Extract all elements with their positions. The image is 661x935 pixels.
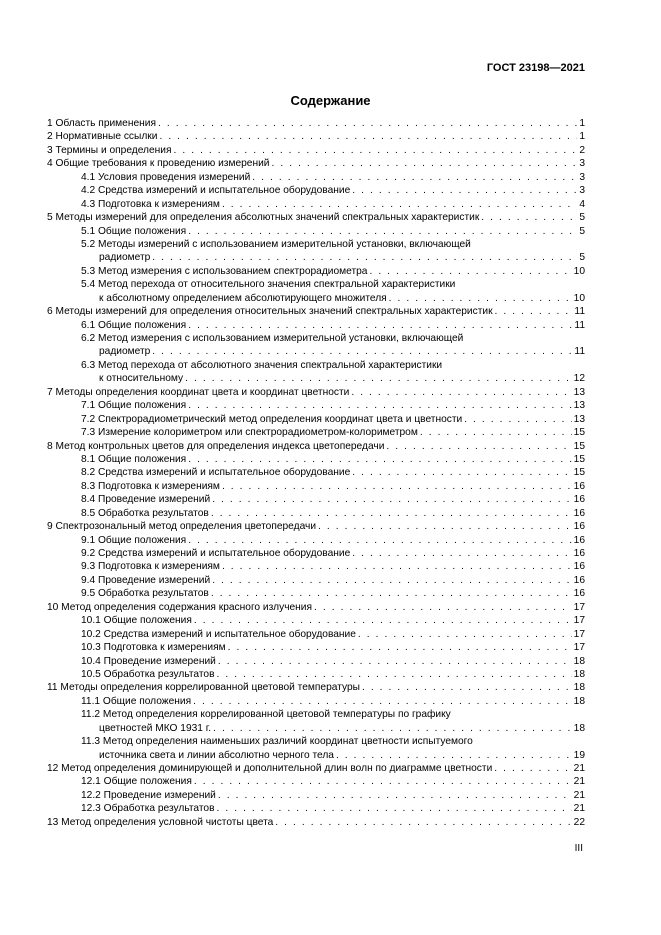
toc-entry — [47, 614, 585, 627]
toc-entry — [47, 520, 585, 533]
toc-page-number: 1 — [579, 118, 585, 129]
toc-page-number: 11 — [574, 306, 585, 318]
toc-entry — [47, 507, 585, 520]
toc-entry-text: 12.3 Обработка результатов — [81, 803, 215, 815]
dot-leader — [211, 507, 572, 520]
toc-entry — [47, 359, 585, 386]
toc-entry — [47, 198, 585, 211]
dot-leader — [188, 319, 572, 332]
toc-entry-text: 7.3 Измерение колориметром или спектрорадиометром-колориметром — [81, 427, 418, 439]
toc-page-number: 13 — [573, 400, 585, 412]
toc-entry — [47, 238, 585, 265]
toc-entry-text: 8.2 Средства измерений и испытательное оборудование — [81, 467, 351, 479]
dot-leader — [222, 480, 572, 493]
toc-page-number: 5 — [579, 225, 585, 237]
toc-page-number: 3 — [579, 171, 585, 183]
toc-entry-text: к абсолютному определением абсолютирующего множителя — [99, 292, 387, 304]
toc-entry — [47, 466, 585, 479]
dot-leader — [336, 749, 572, 762]
dot-leader — [216, 802, 571, 815]
dot-leader — [358, 628, 572, 641]
toc-page-number: 17 — [573, 615, 585, 627]
toc-page-number: 17 — [573, 628, 585, 640]
dot-leader — [228, 641, 572, 654]
toc-entry-text: 8.5 Обработка результатов — [81, 507, 209, 519]
toc-entry — [47, 399, 585, 412]
dot-leader — [362, 681, 572, 694]
toc-entry-text: радиометр — [99, 252, 151, 264]
toc-entry — [47, 440, 585, 453]
toc-entry — [47, 157, 585, 170]
toc-entry — [47, 655, 585, 668]
toc-entry — [47, 493, 585, 506]
toc-entry — [47, 332, 585, 359]
toc-page-number: 16 — [573, 574, 585, 586]
toc-entry-text: 8.3 Подготовка к измерениям — [81, 480, 220, 492]
toc-entry-text: 9.2 Средства измерений и испытательное оборудование — [81, 548, 351, 559]
toc-page-number: 10 — [573, 265, 585, 277]
dot-leader — [212, 574, 571, 587]
toc-entry-text: 12.1 Общие положения — [81, 776, 192, 788]
toc-page-number: 16 — [573, 534, 585, 546]
toc-entry-text: 4.3 Подготовка к измерениям — [81, 198, 220, 210]
dot-leader — [420, 426, 572, 439]
toc-entry-text: 1 Область применения — [47, 118, 156, 129]
toc-entry — [47, 560, 585, 573]
toc-entry — [47, 278, 585, 305]
dot-leader — [188, 399, 571, 412]
toc-entry-text: к относительному — [99, 373, 184, 385]
toc-page-number: 15 — [573, 453, 585, 465]
dot-leader — [188, 453, 571, 466]
toc-entry-text: 7.1 Общие положения — [81, 400, 187, 412]
toc-entry-text: 5.3 Метод измерения с использованием спектрорадиометра — [81, 265, 368, 277]
dot-leader — [152, 251, 577, 264]
dot-leader — [314, 601, 572, 614]
toc-entry-text: 10.2 Средства измерений и испытательное оборудование — [81, 628, 356, 640]
toc-entry — [47, 211, 585, 224]
toc-page-number: 3 — [579, 185, 585, 197]
toc-entry-text: 8 Метод контрольных цветов для определения индекса цветопередачи — [47, 440, 385, 452]
dot-leader — [389, 292, 572, 305]
toc-entry — [47, 265, 585, 278]
dot-leader — [211, 587, 572, 600]
toc-page-number: 5 — [579, 212, 585, 224]
toc-entry-text: 5 Методы измерений для определения абсолютных значений спектральных характеристик — [47, 212, 480, 224]
toc-entry-text: 6 Методы измерений для определения относительных значений спектральных характеристик — [47, 306, 493, 318]
toc-page-number: 15 — [573, 427, 585, 439]
toc-entry — [47, 668, 585, 681]
toc-entry — [47, 601, 585, 614]
toc-page-number: 18 — [573, 695, 585, 707]
toc-entry-text: 10.3 Подготовка к измерениям — [81, 642, 226, 654]
toc-page-number: 13 — [573, 413, 585, 425]
toc-entry-text: 8.4 Проведение измерений — [81, 494, 211, 506]
dot-leader — [271, 157, 577, 170]
toc-page-number: 16 — [573, 561, 585, 573]
dot-leader — [213, 722, 572, 735]
toc-entry — [47, 547, 585, 560]
dot-leader — [212, 493, 571, 506]
toc-entry — [47, 413, 585, 426]
toc-page-number: 16 — [573, 507, 585, 519]
dot-leader — [194, 775, 572, 788]
toc-page-number: 19 — [573, 749, 585, 761]
toc-page-number: 12 — [573, 373, 585, 385]
toc-entry — [47, 789, 585, 802]
toc-page-number: 13 — [573, 386, 585, 398]
toc-entry-text: 4.2 Средства измерений и испытательное оборудование — [81, 185, 351, 197]
toc-page-number: 16 — [573, 521, 585, 533]
dot-leader — [188, 534, 571, 547]
toc-entry — [47, 681, 585, 694]
toc-entry-text: 10 Метод определения содержания красного излучения — [47, 601, 313, 613]
toc-title: Содержание — [290, 93, 371, 108]
toc-page-number: 21 — [573, 763, 585, 774]
toc-entry-text: источника света и линии абсолютно черного тела — [99, 749, 334, 761]
toc-entry — [47, 695, 585, 708]
toc-page-number: 1 — [579, 131, 585, 143]
toc-entry-text: 12.2 Проведение измерений — [81, 789, 216, 801]
toc-entry-text: 3 Термины и определения — [47, 144, 172, 156]
toc-entry-text: 2 Нормативные ссылки — [47, 131, 158, 143]
toc-entry — [47, 628, 585, 641]
dot-leader — [152, 345, 572, 358]
toc-page-number: 2 — [579, 144, 585, 156]
toc-entry-text: 12 Метод определения доминирующей и дополнительной длин волн по диаграмме цветности — [47, 763, 493, 774]
dot-leader — [318, 520, 572, 533]
dot-leader — [252, 171, 577, 184]
toc-entry-text: 6.1 Общие положения — [81, 319, 187, 331]
dot-leader — [464, 413, 571, 426]
toc-entry — [47, 816, 585, 829]
toc-entry — [47, 775, 585, 788]
toc-entry-text: 5.1 Общие положения — [81, 225, 187, 237]
toc-page-number: 18 — [573, 668, 585, 680]
dot-leader — [351, 386, 571, 399]
toc-entry — [47, 574, 585, 587]
toc-entry-text: 10.1 Общие положения — [81, 615, 192, 627]
dot-leader — [275, 816, 571, 829]
toc-entry-text: 4 Общие требования к проведению измерений — [47, 158, 270, 170]
dot-leader — [481, 211, 577, 224]
toc-entry — [47, 735, 585, 762]
toc-page-number: 18 — [573, 655, 585, 667]
page-folio: III — [574, 843, 583, 854]
dot-leader — [216, 668, 571, 681]
toc-entry-text: 10.5 Обработка результатов — [81, 668, 215, 680]
toc-page-number: 17 — [573, 642, 585, 654]
dot-leader — [222, 560, 572, 573]
toc-entry — [47, 802, 585, 815]
dot-leader — [188, 225, 577, 238]
toc-page-number: 10 — [573, 292, 585, 304]
toc-entry-text: 10.4 Проведение измерений — [81, 655, 216, 667]
dot-leader — [495, 305, 573, 318]
toc-page-number: 3 — [579, 158, 585, 170]
table-of-contents — [47, 117, 585, 829]
dot-leader — [352, 466, 571, 479]
dot-leader — [494, 762, 571, 775]
toc-entry-text: 6.3 Метод перехода от абсолютного значения спектральной характеристики — [81, 359, 443, 371]
toc-entry — [47, 319, 585, 332]
toc-entry — [47, 386, 585, 399]
toc-entry-text: 11.2 Метод определения коррелированной цветовой температуры по графику — [81, 709, 451, 721]
toc-entry-text: 6.2 Метод измерения с использованием измерительной установки, включающей — [81, 333, 464, 344]
dot-leader — [194, 614, 572, 627]
document-code: ГОСТ 23198—2021 — [486, 62, 585, 74]
toc-entry — [47, 453, 585, 466]
toc-entry — [47, 117, 585, 130]
toc-entry-text: 8.1 Общие положения — [81, 453, 187, 465]
toc-entry — [47, 587, 585, 600]
toc-entry-text: 11.1 Общие положения — [81, 695, 192, 707]
toc-page-number: 4 — [579, 198, 585, 210]
toc-entry — [47, 641, 585, 654]
toc-entry — [47, 130, 585, 143]
dot-leader — [369, 265, 571, 278]
toc-entry-text: 9 Спектрозональный метод определения цветопередачи — [47, 521, 317, 533]
dot-leader — [159, 130, 577, 143]
toc-page-number: 18 — [573, 682, 585, 694]
toc-entry — [47, 762, 585, 775]
toc-entry-text: 4.1 Условия проведения измерений — [81, 171, 251, 183]
toc-entry — [47, 426, 585, 439]
toc-page-number: 21 — [573, 789, 585, 801]
toc-page-number: 16 — [573, 588, 585, 600]
toc-page-number: 16 — [573, 480, 585, 492]
dot-leader — [218, 789, 572, 802]
toc-entry-text: 11.3 Метод определения наименьших различий координат цветности испытуемого — [81, 736, 473, 748]
dot-leader — [218, 655, 572, 668]
toc-entry-text: радиометр — [99, 346, 151, 358]
toc-entry — [47, 534, 585, 547]
toc-entry — [47, 708, 585, 735]
toc-page-number: 21 — [573, 803, 585, 815]
toc-entry-text: 7.2 Спектрорадиометрический метод определения координат цвета и цветности — [81, 413, 463, 425]
dot-leader — [158, 117, 577, 130]
toc-page-number: 11 — [574, 319, 585, 331]
toc-entry-text: 9.3 Подготовка к измерениям — [81, 561, 220, 573]
toc-page-number: 11 — [574, 346, 585, 358]
toc-entry-text: 9.4 Проведение измерений — [81, 574, 211, 586]
dot-leader — [352, 547, 571, 560]
dot-leader — [193, 695, 572, 708]
toc-page-number: 15 — [573, 440, 585, 452]
toc-page-number: 15 — [573, 467, 585, 479]
toc-entry — [47, 305, 585, 318]
toc-entry-text: 7 Методы определения координат цвета и координат цветности — [47, 386, 350, 398]
toc-entry — [47, 184, 585, 197]
toc-page-number: 16 — [573, 494, 585, 506]
toc-page-number: 21 — [573, 776, 585, 788]
toc-entry — [47, 171, 585, 184]
toc-entry-text: 11 Методы определения коррелированной цветовой температуры — [47, 682, 360, 694]
toc-entry-text: 9.1 Общие положения — [81, 534, 187, 546]
toc-page-number: 17 — [573, 601, 585, 613]
toc-page-number: 5 — [579, 252, 585, 264]
toc-entry-text: 13 Метод определения условной чистоты цвета — [47, 816, 274, 828]
toc-entry-text: 5.2 Методы измерений с использованием измерительной установки, включающей — [81, 238, 471, 250]
toc-entry-text: 5.4 Метод перехода от относительного значения спектральной характеристики — [81, 279, 456, 291]
toc-entry — [47, 144, 585, 157]
toc-entry-text: 9.5 Обработка результатов — [81, 588, 209, 600]
toc-entry — [47, 480, 585, 493]
toc-page-number: 16 — [573, 548, 585, 559]
dot-leader — [222, 198, 577, 211]
dot-leader — [185, 372, 572, 385]
toc-page-number: 22 — [573, 816, 585, 828]
dot-leader — [352, 184, 577, 197]
dot-leader — [386, 440, 571, 453]
toc-entry — [47, 225, 585, 238]
toc-entry-text: цветностей МКО 1931 г. — [99, 722, 212, 734]
dot-leader — [173, 144, 577, 157]
toc-page-number: 18 — [573, 722, 585, 734]
